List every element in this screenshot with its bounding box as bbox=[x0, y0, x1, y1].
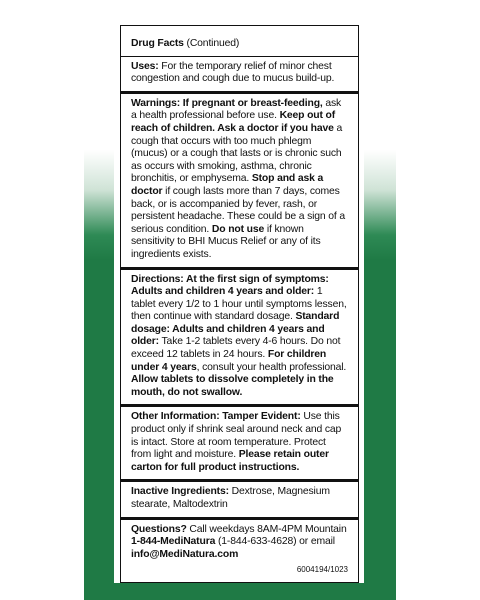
drug-facts-header bbox=[131, 26, 348, 51]
other-information-note: Please retain outer carton for full product instructions. bbox=[131, 449, 329, 473]
green-band-left bbox=[84, 0, 114, 600]
questions-section bbox=[131, 520, 348, 562]
questions-text-1: Call weekdays 8AM-4PM Mountain bbox=[186, 523, 347, 535]
warnings-stop: Stop and ask a doctor bbox=[131, 173, 324, 197]
drug-facts-title: Drug Facts bbox=[131, 38, 184, 49]
other-information-label: Other Information: Tamper Evident: bbox=[131, 411, 301, 423]
questions-label: Questions? bbox=[131, 523, 187, 535]
directions-heading-3: For children under 4 years bbox=[131, 349, 327, 373]
warnings-text-4: if known sensitivity to BHI Mucus Relief or any of its ingredients exists. bbox=[131, 223, 321, 260]
phone-number: 1-844-MediNatura bbox=[131, 536, 216, 548]
directions-text-2: Take 1-2 tablets every 4-6 hours. Do not exceed 12 tablets in 24 hours. bbox=[131, 336, 341, 361]
product-code: 6004194/1023 bbox=[296, 565, 348, 575]
directions-heading-1: At the first sign of symptoms: Adults and children 4 years and older: bbox=[131, 273, 329, 298]
other-information-section bbox=[131, 407, 348, 474]
uses-label: Uses: bbox=[131, 60, 159, 72]
inactive-ingredients-label: Inactive Ingredients: bbox=[131, 486, 229, 498]
directions-heading-2: Standard dosage: Adults and children 4 years and older: bbox=[131, 311, 340, 348]
green-band-right bbox=[364, 0, 396, 600]
directions-heading-4: Allow tablets to dissolve completely in the mouth, do not swallow. bbox=[131, 374, 334, 398]
warnings-text-2: a cough that occurs with too much phlegm (mucus) or a cough that lasts or is chronic such as occurs with smoking, asthma, chronic bronchitis, or emphysema. bbox=[131, 122, 343, 185]
uses-text: For the temporary relief of minor chest congestion and cough due to mucus build-up. bbox=[131, 60, 335, 85]
directions-text-3: , consult your health professional. bbox=[196, 361, 347, 373]
warnings-section bbox=[131, 94, 348, 262]
directions-label: Directions: bbox=[131, 273, 184, 285]
directions-text-1: 1 tablet every 1/2 to 1 hour until symptoms lessen, then continue with standard dosage. bbox=[131, 286, 347, 323]
inactive-ingredients-section bbox=[131, 482, 348, 511]
warnings-do-not-use: Do not use bbox=[211, 223, 265, 235]
warnings-pregnancy: If pregnant or breast-feeding, bbox=[180, 97, 323, 109]
uses-section bbox=[131, 57, 348, 86]
other-information-text: Use this product only if shrink seal around neck and cap is intact. Store at room temperature. Protect from light and moisture. bbox=[131, 411, 342, 461]
directions-section bbox=[131, 270, 348, 400]
warnings-keep-out: Keep out of reach of children. Ask a doctor if you have bbox=[131, 110, 336, 134]
warnings-label: Warnings: bbox=[131, 97, 181, 109]
inactive-ingredients-text: Dextrose, Magnesium stearate, Maltodextrin bbox=[131, 486, 330, 510]
drug-facts-subtitle: (Continued) bbox=[183, 38, 240, 49]
questions-text-2: (1-844-633-4628) or email bbox=[215, 536, 335, 548]
drug-facts-panel bbox=[120, 25, 359, 583]
warnings-text-3: if cough lasts more than 7 days, comes back, or is accompanied by fever, rash, or persistent headache. These could be a sign of a serious condition. bbox=[131, 185, 345, 235]
warnings-text-1: ask a health professional before use. bbox=[131, 97, 342, 122]
email-address: info@MediNatura.com bbox=[131, 548, 239, 560]
green-band-bottom bbox=[84, 583, 396, 600]
